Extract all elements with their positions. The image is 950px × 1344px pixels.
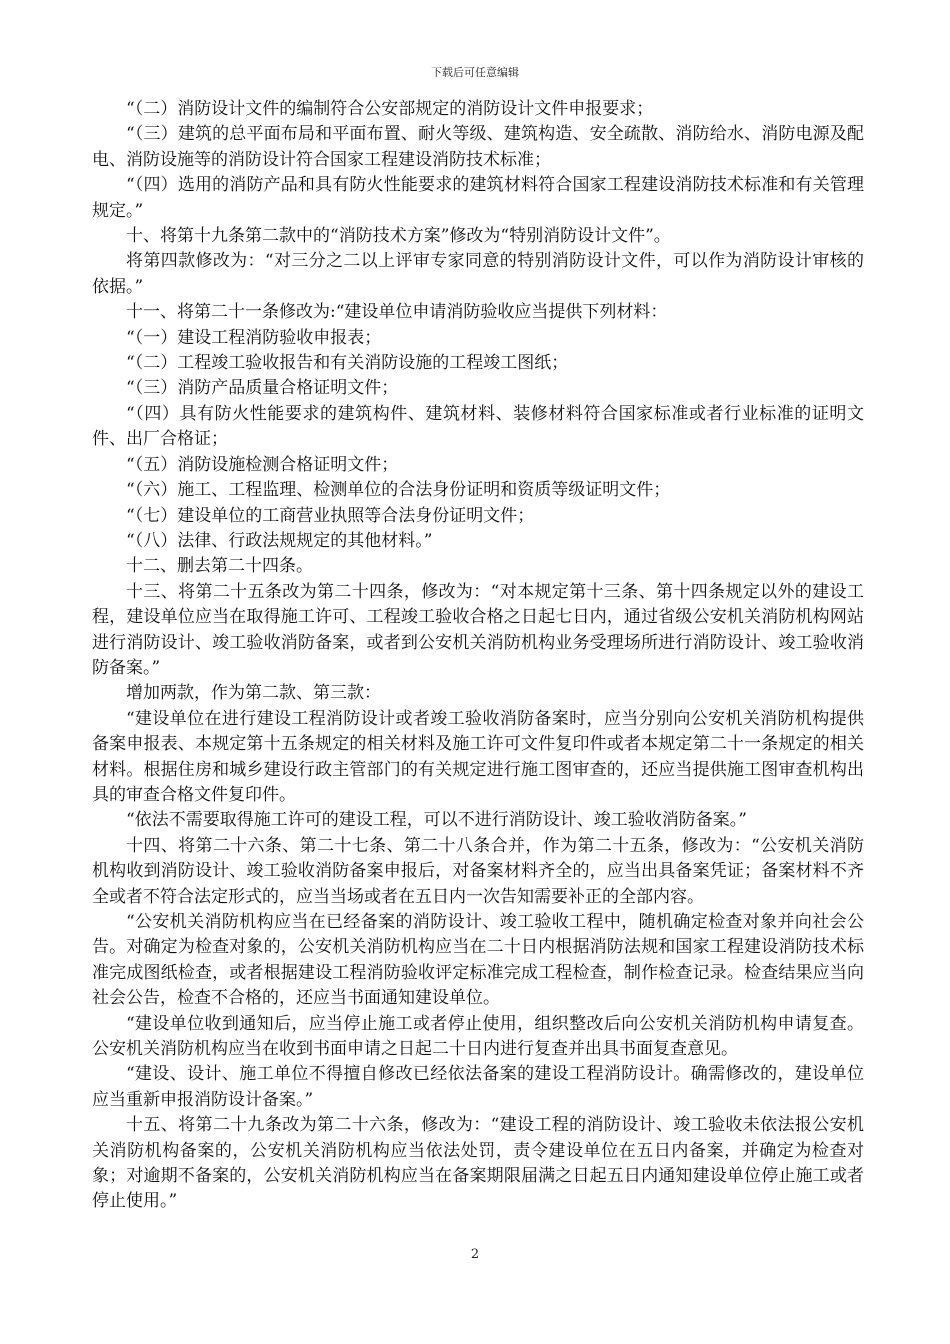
paragraph: “（五）消防设施检测合格证明文件； (126, 454, 399, 475)
paragraph: “依法不需要取得施工许可的建设工程，可以不进行消防设计、竣工验收消防备案。” (126, 810, 747, 831)
paragraph: “（七）建设单位的工商营业执照等合法身份证明文件； (126, 505, 535, 526)
paragraph: “建设单位收到通知后，应当停止施工或者停止使用，组织整改后向公安机关消防机构申请复查。公安机关消防机构应当在收到书面申请之日起二十日内进行复查并出具书面复查意见。 (92, 1013, 864, 1060)
paragraph: “（六）施工、工程监理、检测单位的合法身份证明和资质等级证明文件； (126, 480, 671, 501)
paragraph: “（三）消防产品质量合格证明文件； (126, 378, 399, 399)
paragraph: “建设单位在进行建设工程消防设计或者竣工验收消防备案时，应当分别向公安机关消防机构提供备案申报表、本规定第十五条规定的相关材料及施工许可文件复印件或者本规定第二十一条规定的相关材料。根据住房和城乡建设行政主管部门的有关规定进行施工图审查的，还应当提供施工图审查机构出具的审查合格文件复印件。 (92, 708, 864, 805)
paragraph: 增加两款，作为第二款、第三款： (126, 683, 381, 704)
paragraph: “（八）法律、行政法规规定的其他材料。” (126, 530, 433, 551)
paragraph: “（四）具有防火性能要求的建筑构件、建筑材料、装修材料符合国家标准或者行业标准的证明文件、出厂合格证； (92, 403, 864, 450)
paragraph: “建设、设计、施工单位不得擅自修改已经依法备案的建设工程消防设计。确需修改的，建设单位应当重新申报消防设计备案。” (92, 1064, 864, 1110)
page-header: 下载后可任意编辑 (431, 66, 519, 79)
paragraph: “公安机关消防机构应当在已经备案的消防设计、竣工验收工程中，随机确定检查对象并向社会公告。对确定为检查对象的，公安机关消防机构应当在二十日内根据消防法规和国家工程建设消防技术标准完成图纸检查，或者根据建设工程消防验收评定标准完成工程检查，制作检查记录。检查结果应当向社会公告，检查不合格的，还应当书面通知建设单位。 (92, 912, 864, 1009)
paragraph: “（二）工程竣工验收报告和有关消防设施的工程竣工图纸； (126, 353, 569, 374)
paragraph: 十三、将第二十五条改为第二十四条，修改为：“对本规定第十三条、第十四条规定以外的建设工程，建设单位应当在取得施工许可、工程竣工验收合格之日起七日内，通过省级公安机关消防机构网站进行消防设计、竣工验收消防备案，或者到公安机关消防机构业务受理场所进行消防设计、竣工验收消防备案。” (92, 581, 864, 678)
paragraph: “（二）消防设计文件的编制符合公安部规定的消防设计文件申报要求； (126, 99, 654, 119)
document-body (92, 97, 864, 1215)
paragraph: 十一、将第二十一条修改为:“建设单位申请消防验收应当提供下列材料： (126, 302, 668, 323)
paragraph: 十二、删去第二十四条。 (126, 556, 313, 577)
paragraph: 十五、将第二十九条改为第二十六条，修改为：“建设工程的消防设计、竣工验收未依法报公安机关消防机构备案的，公安机关消防机构应当依法处罚，责令建设单位在五日内备案，并确定为检查对象；对逾期不备案的，公安机关消防机构应当在备案期限届满之日起五日内通知建设单位停止施工或者停止使用。” (92, 1115, 864, 1212)
paragraph: “（三）建筑的总平面布局和平面布置、耐火等级、建筑构造、安全疏散、消防给水、消防电源及配电、消防设施等的消防设计符合国家工程建设消防技术标准； (92, 124, 864, 170)
paragraph: “（四）选用的消防产品和具有防火性能要求的建筑材料符合国家工程建设消防技术标准和有关管理规定。” (92, 175, 864, 221)
page-number: 2 (470, 1247, 480, 1262)
paragraph: “（一）建设工程消防验收申报表； (126, 327, 382, 348)
paragraph: 十、将第十九条第二款中的“消防技术方案”修改为“特别消防设计文件”。 (126, 226, 671, 247)
paragraph: 将第四款修改为：“对三分之二以上评审专家同意的特别消防设计文件，可以作为消防设计审核的依据。” (92, 251, 864, 297)
paragraph: 十四、将第二十六条、第二十七条、第二十八条合并，作为第二十五条，修改为：“公安机关消防机构收到消防设计、竣工验收消防备案申报后，对备案材料齐全的，应当出具备案凭证；备案材料不齐全或者不符合法定形式的，应当当场或者在五日内一次告知需要补正的全部内容。 (92, 835, 864, 907)
